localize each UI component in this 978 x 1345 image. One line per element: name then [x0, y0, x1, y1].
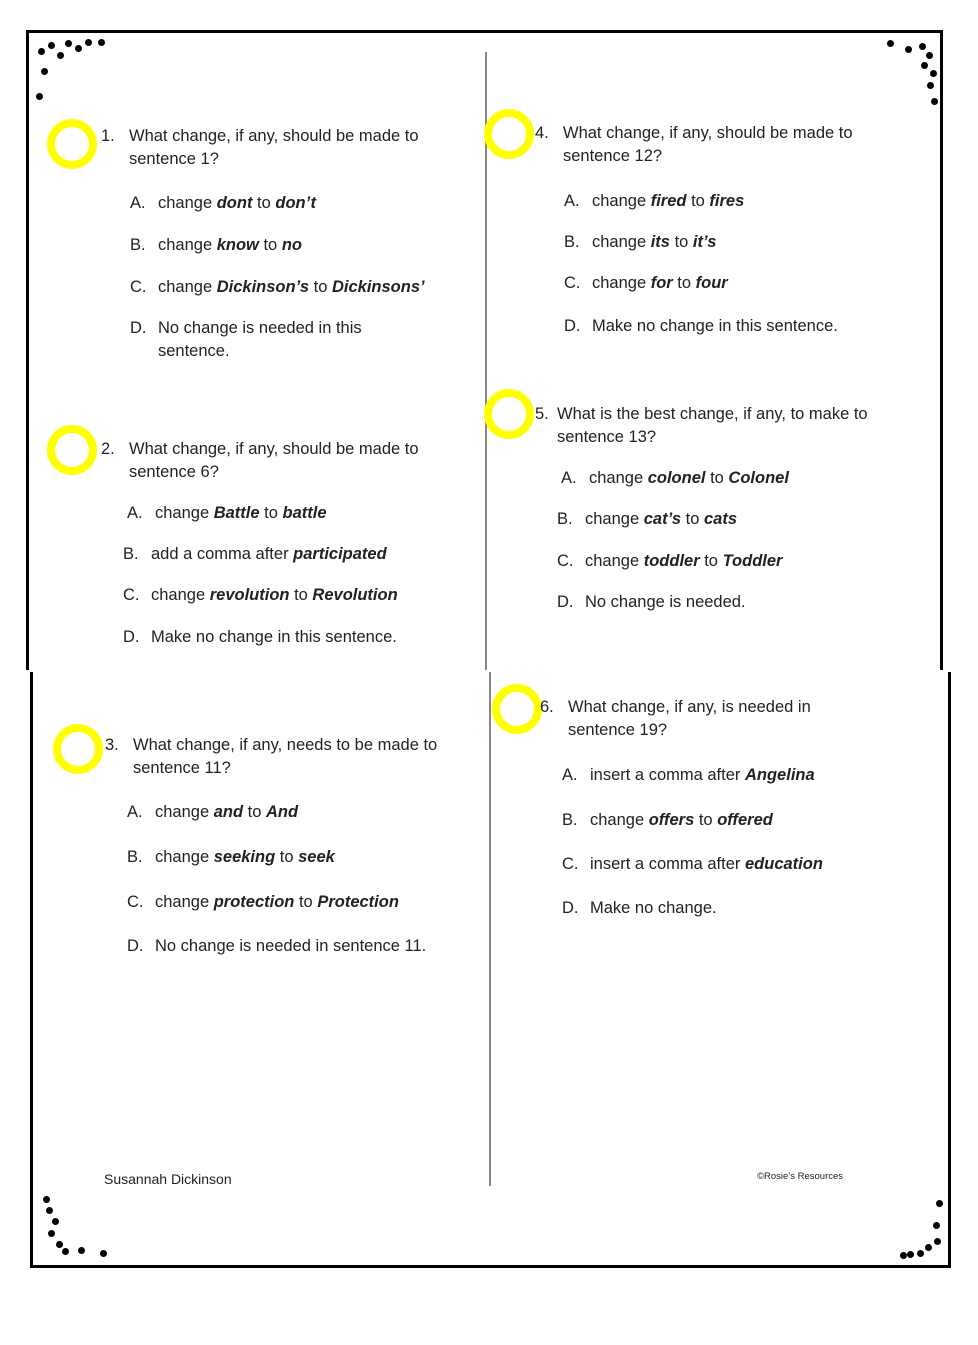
question-2-option-d[interactable]: D. Make no change in this sentence.	[123, 628, 397, 646]
question-6-option-c[interactable]: C. insert a comma after education	[562, 855, 823, 873]
question-4-option-c[interactable]: C. change for to four	[564, 274, 728, 292]
question-1-option-d[interactable]: D. No change is needed in this sentence.	[130, 319, 362, 360]
answer-ring-5[interactable]	[484, 389, 534, 439]
question-text: What change, if any, should be made to sentence 12?	[563, 124, 853, 165]
question-6-option-a[interactable]: A. insert a comma after Angelina	[562, 766, 815, 784]
question-6-option-d[interactable]: D. Make no change.	[562, 899, 717, 917]
question-5-option-a[interactable]: A. change colonel to Colonel	[561, 469, 789, 487]
question-text: What change, if any, should be made to sentence 6?	[129, 440, 419, 481]
question-4	[535, 122, 885, 172]
question-6	[540, 696, 890, 746]
question-1	[101, 125, 451, 175]
answer-ring-2[interactable]	[47, 425, 97, 475]
answer-ring-3[interactable]	[53, 724, 103, 774]
question-1-option-c[interactable]: C. change Dickinson’s to Dickinsons’	[130, 278, 425, 296]
question-5-option-b[interactable]: B. change cat’s to cats	[557, 510, 737, 528]
question-text: What is the best change, if any, to make to sentence 13?	[557, 405, 868, 446]
question-1-option-a[interactable]: A. change dont to don’t	[130, 194, 317, 212]
question-text: What change, if any, needs to be made to sentence 11?	[133, 736, 438, 777]
question-number: 4.	[535, 124, 549, 142]
question-text: What change, if any, should be made to sentence 1?	[129, 127, 419, 168]
question-3-option-d[interactable]: D. No change is needed in sentence 11.	[127, 937, 427, 955]
question-1-option-b[interactable]: B. change know to no	[130, 236, 302, 254]
question-text: What change, if any, is needed in sentence 19?	[568, 698, 811, 739]
question-6-option-b[interactable]: B. change offers to offered	[562, 811, 773, 829]
question-3-option-b[interactable]: B. change seeking to seek	[127, 848, 335, 866]
question-3-option-c[interactable]: C. change protection to Protection	[127, 893, 399, 911]
question-number: 1.	[101, 127, 115, 145]
question-5	[535, 403, 885, 453]
author-name: Susannah Dickinson	[104, 1171, 232, 1187]
question-3-option-a[interactable]: A. change and to And	[127, 803, 299, 821]
question-number: 6.	[540, 698, 554, 716]
question-3	[105, 734, 455, 784]
question-2-option-a[interactable]: A. change Battle to battle	[127, 504, 327, 522]
answer-ring-1[interactable]	[47, 119, 97, 169]
question-2-option-b[interactable]: B. add a comma after participated	[123, 545, 387, 563]
answer-ring-4[interactable]	[484, 109, 534, 159]
copyright-notice: ©Rosie’s Resources	[757, 1171, 844, 1182]
question-2-option-c[interactable]: C. change revolution to Revolution	[123, 586, 398, 604]
question-number: 5.	[535, 405, 549, 423]
question-5-option-d[interactable]: D. No change is needed.	[557, 593, 746, 611]
question-2	[101, 438, 451, 488]
question-4-option-a[interactable]: A. change fired to fires	[564, 192, 745, 210]
question-4-option-d[interactable]: D. Make no change in this sentence.	[564, 317, 838, 335]
question-number: 3.	[105, 736, 119, 754]
question-number: 2.	[101, 440, 115, 458]
question-4-option-b[interactable]: B. change its to it’s	[564, 233, 717, 251]
question-5-option-c[interactable]: C. change toddler to Toddler	[557, 552, 783, 570]
column-divider-bottom	[489, 672, 491, 1186]
answer-ring-6[interactable]	[492, 684, 542, 734]
